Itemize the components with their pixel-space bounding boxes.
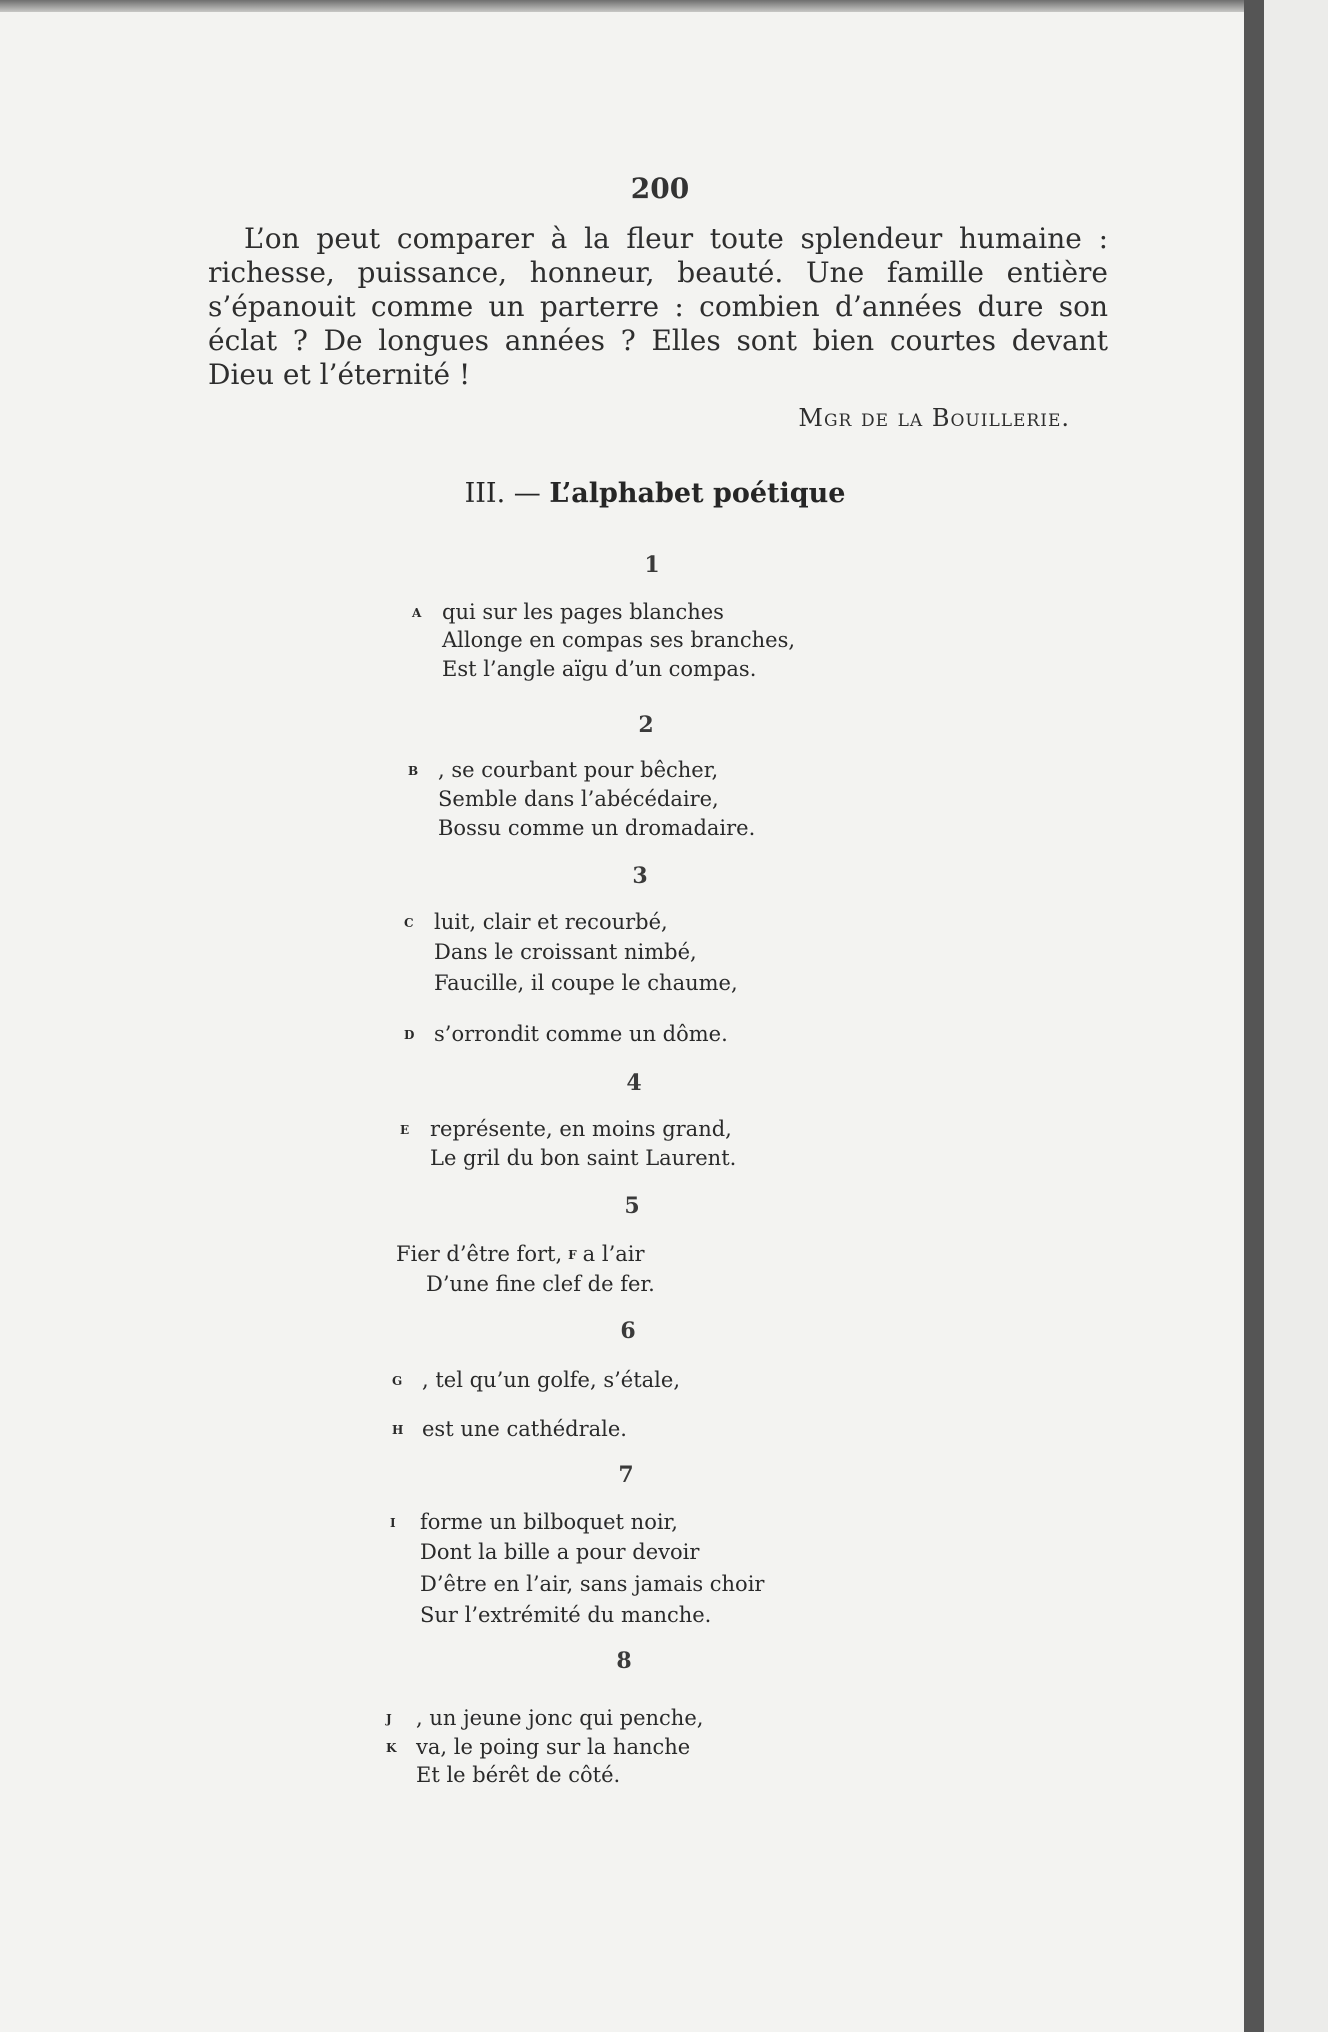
verse-line <box>390 1508 678 1537</box>
verse-text: Bossu comme un dromadaire. <box>438 816 756 840</box>
verse-line <box>390 1601 711 1629</box>
verse-text: Faucille, il coupe le chaume, <box>434 971 738 995</box>
verse-text: s’orrondit comme un dôme. <box>434 1022 728 1046</box>
stanza-number: 5 <box>624 1193 640 1219</box>
verse-text: représente, en moins grand, <box>430 1117 732 1141</box>
verse-line <box>412 626 795 654</box>
verse-text: Et le bérêt de côté. <box>416 1763 621 1787</box>
facing-page-edge <box>1264 0 1328 2032</box>
verse-line <box>412 655 756 683</box>
verse-text: Est l’angle aïgu d’un compas. <box>442 657 757 681</box>
verse-text: Dans le croissant nimbé, <box>434 940 697 964</box>
page-number: 200 <box>630 172 690 205</box>
verse-letter: G <box>392 1374 403 1388</box>
section-numeral: III. — <box>464 478 541 509</box>
verse-text: , tel qu’un golfe, s’étale, <box>422 1368 680 1392</box>
verse-text: Dont la bille a pour devoir <box>420 1540 700 1564</box>
prose-paragraph: L’on peut comparer à la fleur toute splendeur humaine : richesse, puissance, honneur, beauté. Une famille entière s’épanouit comme un parterre : combien d’années dure son éclat ? De longues années ? Elles sont bien courtes devant Dieu et l’éternité ! <box>208 222 1108 391</box>
verse-letter: C <box>404 916 414 930</box>
verse-text: Allonge en compas ses branches, <box>442 628 796 652</box>
verse-letter: F <box>568 1248 577 1262</box>
verse-letter: I <box>390 1516 396 1530</box>
verse-text: Semble dans l’abécédaire, <box>438 787 719 811</box>
verse-line <box>392 1366 680 1395</box>
verse-letter: E <box>400 1123 410 1137</box>
verse-line <box>392 1415 627 1444</box>
verse-text: va, le poing sur la hanche <box>416 1735 691 1759</box>
verse-letter: K <box>386 1741 397 1755</box>
stanza-number: 6 <box>620 1318 636 1344</box>
stanza-number: 7 <box>618 1462 634 1488</box>
verse-text: Le gril du bon saint Laurent. <box>430 1146 737 1170</box>
verse-line <box>386 1704 703 1733</box>
section-title <box>0 478 1310 509</box>
scan-top-edge <box>0 0 1328 12</box>
verse-line <box>412 598 724 627</box>
verse-line <box>396 1240 645 1269</box>
verse-letter: J <box>386 1712 392 1726</box>
verse-prefix: Fier d’être fort, <box>396 1242 563 1266</box>
verse-letter: B <box>408 764 419 778</box>
stanza-number: 8 <box>616 1648 632 1674</box>
verse-line <box>408 785 719 813</box>
verse-line <box>404 969 738 997</box>
verse-line <box>400 1144 736 1172</box>
verse-text: a l’air <box>582 1242 645 1266</box>
verse-text: Sur l’extrémité du manche. <box>420 1603 712 1627</box>
book-spine <box>1244 0 1264 2032</box>
author-signature: Mgr de la Bouillerie. <box>798 404 1070 432</box>
stanza-number: 2 <box>638 712 654 738</box>
verse-line <box>386 1761 620 1789</box>
verse-text: , se courbant pour bêcher, <box>438 758 719 782</box>
verse-line <box>390 1538 699 1566</box>
verse-line <box>404 938 697 966</box>
verse-text: D’être en l’air, sans jamais choir <box>420 1572 765 1596</box>
verse-letter: A <box>412 606 422 620</box>
verse-line <box>400 1115 732 1144</box>
verse-text: qui sur les pages blanches <box>442 600 724 624</box>
verse-line <box>386 1733 690 1762</box>
verse-letter: H <box>392 1423 404 1437</box>
verse-line <box>396 1270 655 1298</box>
section-name: L’alphabet poétique <box>549 478 846 509</box>
verse-line <box>408 756 718 785</box>
stanza-number: 1 <box>644 552 660 578</box>
stanza-number: 3 <box>632 863 648 889</box>
verse-text: D’une fine clef de fer. <box>426 1272 655 1296</box>
verse-line <box>404 1020 728 1049</box>
verse-text: forme un bilboquet noir, <box>420 1510 678 1534</box>
verse-line <box>390 1570 764 1598</box>
verse-text: luit, clair et recourbé, <box>434 910 668 934</box>
stanza-number: 4 <box>626 1070 642 1096</box>
verse-line <box>408 814 755 842</box>
verse-line <box>404 908 668 937</box>
verse-letter: D <box>404 1028 415 1042</box>
verse-text: , un jeune jonc qui penche, <box>416 1706 704 1730</box>
verse-text: est une cathédrale. <box>422 1417 627 1441</box>
